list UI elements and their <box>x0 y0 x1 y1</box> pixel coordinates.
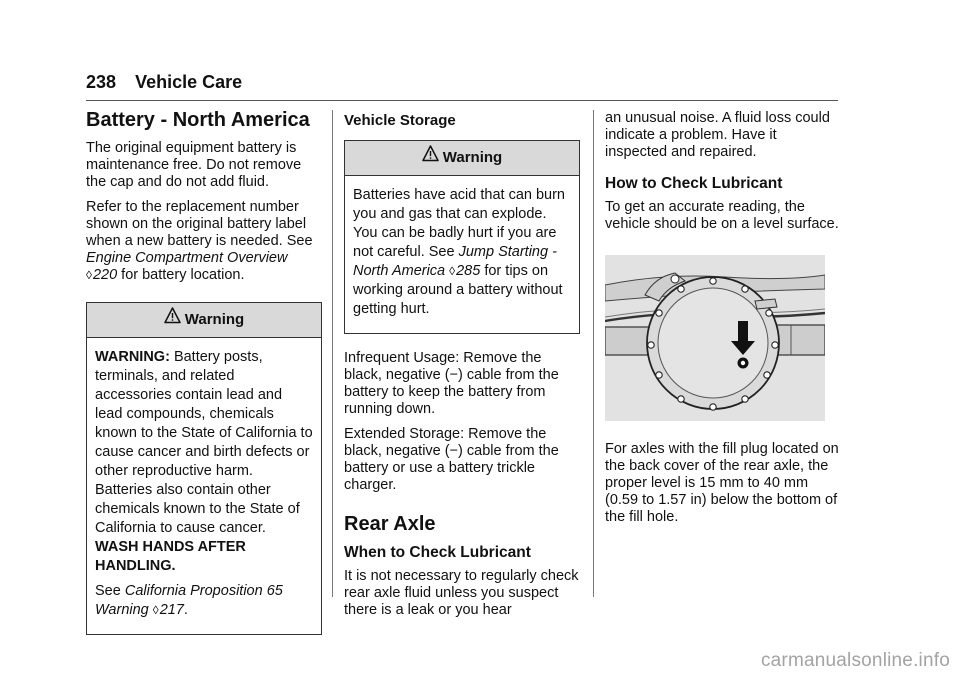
column-divider <box>593 110 594 597</box>
page-ref[interactable]: ◊285 <box>449 263 481 279</box>
column-1 <box>86 108 322 645</box>
column-2 <box>344 112 580 627</box>
warning-body: WARNING: Battery posts, terminals, and related accessories contain lead and lead compounds, chemicals known to the State of California to cause cancer and birth defects or other reproductive harm. Batteries also contain other chemicals known to the State of California to cause cancer. WASH HANDS AFTER HANDLING. See California Proposition 65 Warning ◊217. <box>95 349 313 618</box>
engine-compartment-link[interactable]: Engine Compartment Overview <box>86 250 288 266</box>
lead-warning-box <box>86 302 322 635</box>
jump-starting-link[interactable]: Jump Starting - North America <box>353 244 557 279</box>
when-to-check-paragraph: It is not necessary to regularly check rear axle fluid unless you suspect there is a leak or you hear <box>344 568 579 618</box>
warning-triangle-icon <box>422 141 439 175</box>
how-to-check-heading: How to Check Lubricant <box>605 175 783 192</box>
page-number: 238 <box>86 72 117 92</box>
warning-body: Batteries have acid that can burn you and gas that can explode. You can be badly hurt if you are not careful. See Jump Starting - North America ◊285 for tips on working around a battery without getting hurt. <box>353 187 565 317</box>
battery-paragraph: The original equipment battery is maintenance free. Do not remove the cap and do not add fluid. <box>86 140 302 190</box>
vehicle-storage-heading: Vehicle Storage <box>344 112 456 129</box>
california-proposition-link[interactable]: California Proposition 65 Warning <box>95 583 283 618</box>
warning-triangle-icon <box>164 303 181 337</box>
header-rule <box>86 100 838 101</box>
replacement-paragraph: Refer to the replacement number shown on the original battery label when a new battery is needed. See Engine Compartment Overview ◊220 for battery location. <box>86 199 313 283</box>
proper-level-paragraph: For axles with the fill plug located on the back cover of the rear axle, the proper level is 15 mm to 40 mm (0.59 to 1.57 in) below the bottom of the fill hole. <box>605 441 839 525</box>
watermark: carmanualsonline.info <box>760 650 950 671</box>
warning-lead: WARNING: <box>95 349 170 365</box>
page-reference-arrow-icon: ◊ <box>86 268 92 282</box>
infrequent-usage-paragraph: Infrequent Usage: Remove the black, negative (−) cable from the battery to keep the battery from running down. <box>344 350 559 417</box>
page-header <box>86 72 242 93</box>
page-reference-arrow-icon: ◊ <box>152 603 159 617</box>
rear-axle-heading: Rear Axle <box>344 513 436 535</box>
column-divider <box>332 110 333 597</box>
continued-paragraph: an unusual noise. A fluid loss could indicate a problem. Have it inspected and repaired. <box>605 110 830 160</box>
warning-header: Warning <box>345 141 579 176</box>
when-to-check-heading: When to Check Lubricant <box>344 544 531 561</box>
extended-storage-paragraph: Extended Storage: Remove the black, negative (−) cable from the battery or use a battery trickle charger. <box>344 426 559 493</box>
warning-header: Warning <box>87 303 321 338</box>
section-title: Vehicle Care <box>135 72 243 92</box>
acid-warning-box <box>344 140 580 334</box>
level-surface-paragraph: To get an accurate reading, the vehicle should be on a level surface. <box>605 199 839 232</box>
page-ref[interactable]: ◊220 <box>86 267 118 283</box>
rear-axle-fill-plug-diagram <box>605 255 825 421</box>
page-ref[interactable]: ◊217 <box>152 602 184 618</box>
battery-heading: Battery - North America <box>86 109 310 131</box>
page-reference-arrow-icon: ◊ <box>449 264 456 278</box>
column-3 <box>605 110 841 534</box>
wash-hands-text: WASH HANDS AFTER HANDLING. <box>95 539 246 574</box>
